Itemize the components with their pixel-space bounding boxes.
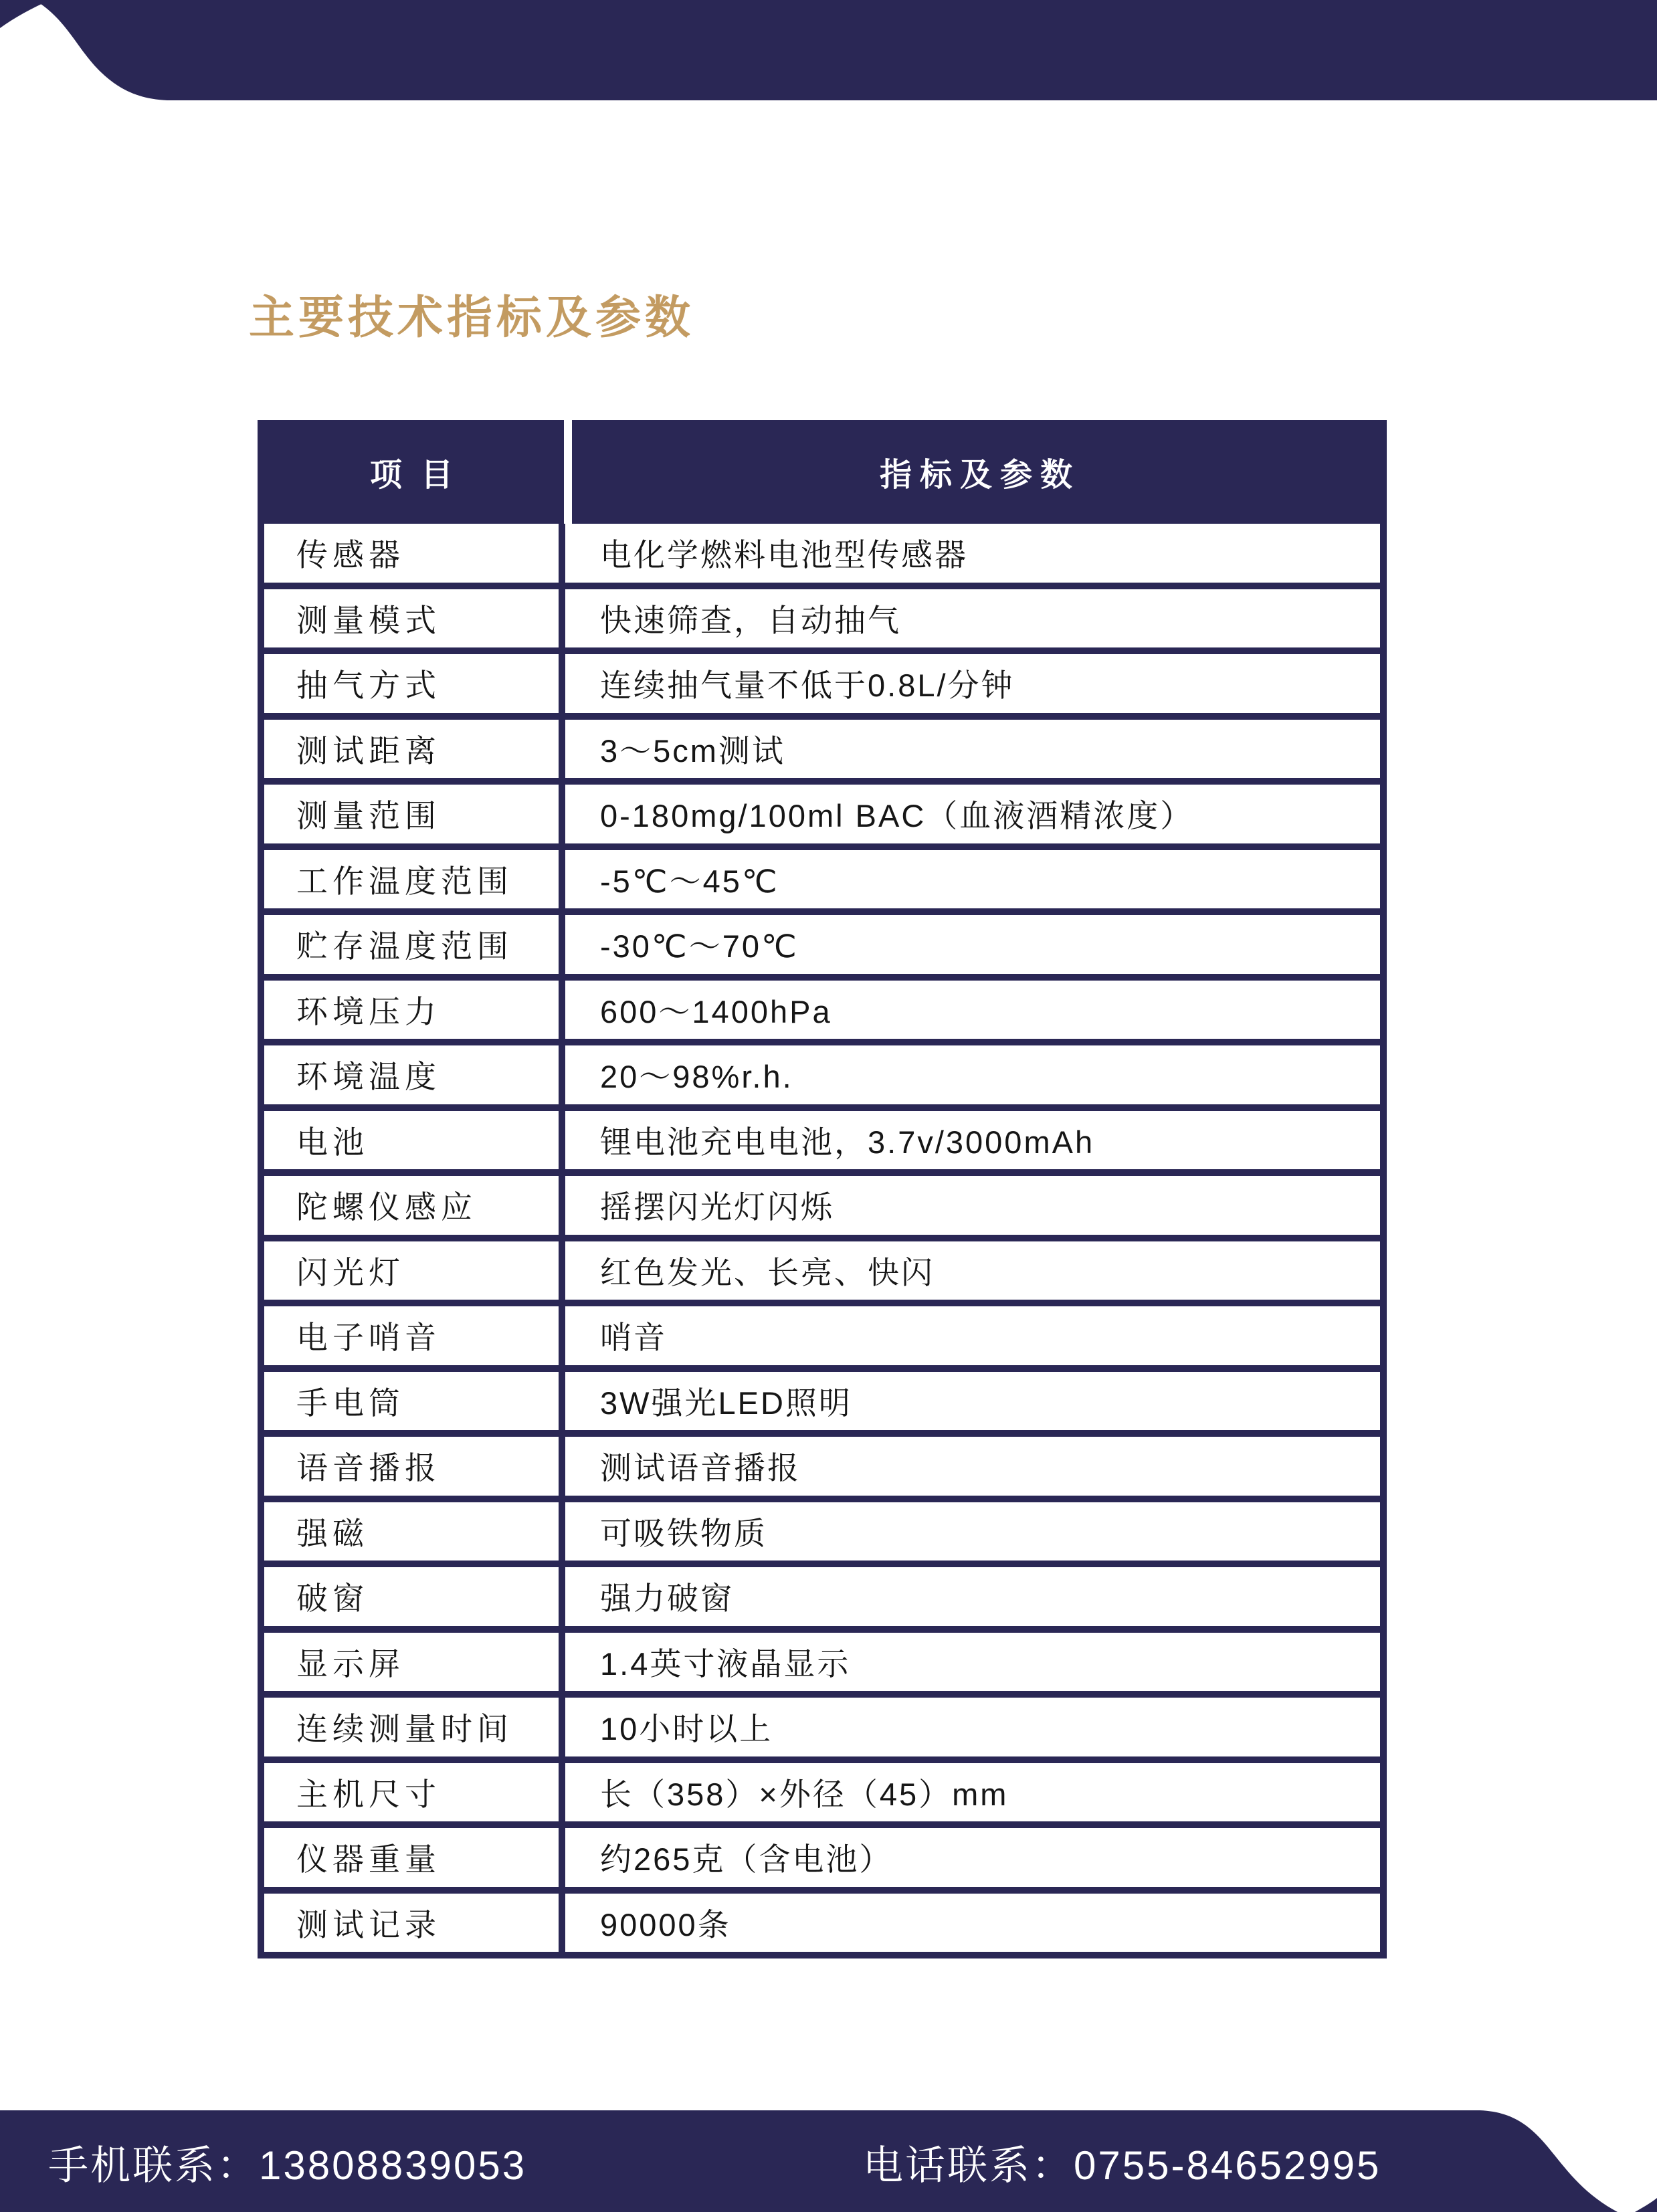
row-value: 90000条 xyxy=(600,1906,731,1942)
row-label: 闪光灯 xyxy=(264,1241,565,1300)
row-value: 0-180mg/100ml BAC（血液酒精浓度） xyxy=(600,798,1194,834)
row-value: 20～98%r.h. xyxy=(600,1059,793,1095)
table-row xyxy=(264,647,1380,713)
table-row xyxy=(264,1300,1380,1365)
row-label: 连续测量时间 xyxy=(264,1698,565,1756)
row-value: 强力破窗 xyxy=(600,1581,734,1617)
table-row xyxy=(264,778,1380,843)
row-label: 环境温度 xyxy=(264,1045,565,1104)
table-body xyxy=(264,524,1380,1952)
table-row xyxy=(264,1887,1380,1952)
row-value: 测试语音播报 xyxy=(600,1450,801,1486)
row-value: 连续抽气量不低于0.8L/分钟 xyxy=(600,668,1015,704)
row-label: 强磁 xyxy=(264,1502,565,1561)
row-label: 仪器重量 xyxy=(264,1828,565,1887)
mobile-contact-number: 13808839053 xyxy=(259,2143,527,2188)
table-row xyxy=(264,1496,1380,1561)
phone-contact-number: 0755-84652995 xyxy=(1074,2143,1381,2188)
row-value: 摇摆闪光灯闪烁 xyxy=(600,1189,834,1225)
row-label: 显示屏 xyxy=(264,1633,565,1692)
mobile-contact-label: 手机联系： xyxy=(48,2143,259,2188)
page-title: 主要技术指标及参数 xyxy=(249,292,695,343)
table-row xyxy=(264,1365,1380,1431)
row-label: 电池 xyxy=(264,1111,565,1170)
footer-contacts xyxy=(0,2110,1657,2212)
row-label: 测量模式 xyxy=(264,589,565,648)
table-row xyxy=(264,1104,1380,1170)
row-label: 破窗 xyxy=(264,1567,565,1626)
table-row xyxy=(264,1169,1380,1235)
row-value: 1.4英寸液晶显示 xyxy=(600,1645,851,1682)
table-row xyxy=(264,524,1380,583)
row-label: 测试记录 xyxy=(264,1894,565,1952)
row-value: 快速筛查，自动抽气 xyxy=(600,602,901,638)
row-label: 陀螺仪感应 xyxy=(264,1176,565,1235)
column-header-item: 项目 xyxy=(369,458,472,493)
table-row xyxy=(264,1626,1380,1692)
row-label: 主机尺寸 xyxy=(264,1763,565,1822)
column-header-spec: 指标及参数 xyxy=(879,458,1080,493)
table-row xyxy=(264,1691,1380,1756)
table-row xyxy=(264,843,1380,909)
table-header-row xyxy=(258,420,1387,524)
phone-contact xyxy=(863,2143,1381,2188)
header-bar-shape xyxy=(35,0,1657,100)
row-label: 测试距离 xyxy=(264,720,565,779)
spec-table xyxy=(258,420,1387,1958)
row-value: 可吸铁物质 xyxy=(600,1515,767,1551)
table-row xyxy=(264,713,1380,779)
row-value: 锂电池充电电池，3.7v/3000mAh xyxy=(600,1124,1095,1160)
row-label: 手电筒 xyxy=(264,1372,565,1431)
table-row xyxy=(264,1561,1380,1626)
row-value: 约265克（含电池） xyxy=(600,1841,893,1878)
row-label: 语音播报 xyxy=(264,1437,565,1496)
row-label: 测量范围 xyxy=(264,785,565,843)
row-label: 电子哨音 xyxy=(264,1306,565,1365)
row-label: 传感器 xyxy=(264,524,565,583)
row-value: 3W强光LED照明 xyxy=(600,1385,852,1421)
row-value: -30℃～70℃ xyxy=(600,928,799,965)
mobile-contact xyxy=(48,2143,527,2188)
row-value: -5℃～45℃ xyxy=(600,863,779,899)
row-value: 电化学燃料电池型传感器 xyxy=(600,537,968,573)
row-value: 600～1400hPa xyxy=(600,993,832,1029)
row-value: 长（358）×外径（45）mm xyxy=(600,1776,1009,1812)
table-row xyxy=(264,908,1380,974)
header-swoosh xyxy=(0,0,1657,100)
row-label: 贮存温度范围 xyxy=(264,915,565,974)
table-row xyxy=(264,1235,1380,1300)
row-value: 10小时以上 xyxy=(600,1711,773,1747)
row-label: 环境压力 xyxy=(264,981,565,1039)
table-row xyxy=(264,1039,1380,1104)
table-row xyxy=(264,583,1380,648)
row-value: 3～5cm测试 xyxy=(600,732,785,769)
header-column-divider xyxy=(564,420,572,524)
table-row xyxy=(264,974,1380,1039)
table-row xyxy=(264,1430,1380,1496)
row-label: 工作温度范围 xyxy=(264,850,565,909)
table-row xyxy=(264,1821,1380,1887)
row-label: 抽气方式 xyxy=(264,654,565,713)
phone-contact-label: 电话联系： xyxy=(863,2143,1074,2188)
row-value: 红色发光、长亮、快闪 xyxy=(600,1254,935,1290)
row-value: 哨音 xyxy=(600,1320,667,1356)
table-row xyxy=(264,1756,1380,1822)
